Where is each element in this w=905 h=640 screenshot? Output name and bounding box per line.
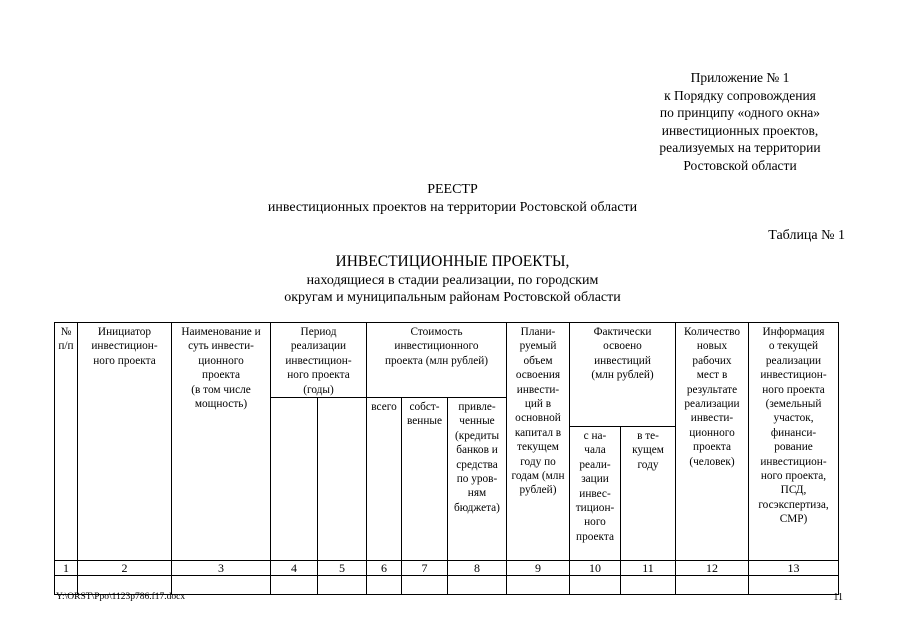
table-cell: [749, 576, 839, 595]
header-planned-volume: Плани- руемый объем освоения инвести- ций в основной капитал в текущем году по годам (млн рублей): [507, 323, 570, 561]
table-cell: [271, 576, 318, 595]
column-number: 1: [55, 561, 78, 576]
column-number: 11: [621, 561, 676, 576]
table-cell: [621, 576, 676, 595]
header-initiator: Инициатор инвестицион- ного проекта: [78, 323, 172, 561]
table-cell: [570, 576, 621, 595]
header-period: Период реализации инвестицион- ного проекта (годы): [271, 323, 367, 398]
header-num: № п/п: [55, 323, 78, 561]
section-subtitle-line: округам и муниципальным районам Ростовской области: [284, 290, 621, 305]
appendix-line: инвестиционных проектов,: [661, 122, 819, 138]
header-cost-total: всего: [367, 398, 402, 561]
page-number: 11: [833, 592, 843, 603]
section-subtitle: [0, 272, 905, 306]
header-actual-current-year: в те- кущем году: [621, 427, 676, 561]
column-number: 13: [749, 561, 839, 576]
registry-title: РЕЕСТР: [427, 182, 478, 197]
header-current-info: Информация о текущей реализации инвестицион- ного проекта (земельный участок, финанси- рование инвестицион- ного проекта, ПСД, госэкспертиза, СМР): [749, 323, 839, 561]
header-actual-invested: Фактически освоено инвестиций (млн рублей): [570, 323, 676, 427]
column-number: 6: [367, 561, 402, 576]
appendix-block: [620, 69, 860, 174]
column-number: 3: [172, 561, 271, 576]
header-cost-borrowed: привле- ченные (кредиты банков и средства по уров- ням бюджета): [448, 398, 507, 561]
column-number: 2: [78, 561, 172, 576]
header-actual-since-start: с на- чала реали- зации инвес- тицион- ного проекта: [570, 427, 621, 561]
appendix-line: Ростовской области: [683, 157, 797, 173]
column-number-row: [55, 561, 839, 576]
registry-subtitle: инвестиционных проектов на территории Ростовской области: [267, 200, 638, 215]
appendix-line: реализуемых на территории: [659, 140, 821, 155]
column-number: 9: [507, 561, 570, 576]
header-project-name: Наименование и суть инвести- ционного проекта (в том числе мощность): [172, 323, 271, 561]
header-cost: Стоимость инвестиционного проекта (млн рублей): [367, 323, 507, 398]
section-subtitle-line: находящиеся в стадии реализации, по городским: [306, 273, 599, 288]
column-number: 8: [448, 561, 507, 576]
appendix-line: по принципу «одного окна»: [659, 105, 821, 120]
header-cost-own: собст- венные: [402, 398, 448, 561]
table-number: Таблица № 1: [768, 228, 845, 243]
header-new-jobs: Количество новых рабочих мест в результате реализации инвести- ционного проекта (человек): [676, 323, 749, 561]
column-number: 10: [570, 561, 621, 576]
table-cell: [367, 576, 402, 595]
section-title: ИНВЕСТИЦИОННЫЕ ПРОЕКТЫ,: [335, 253, 570, 270]
header-period-sub-b: [318, 398, 367, 561]
table-cell: [318, 576, 367, 595]
appendix-line: к Порядку сопровождения: [664, 87, 816, 103]
column-number: 7: [402, 561, 448, 576]
header-period-sub-a: [271, 398, 318, 561]
file-path: Y:\ORST\Ppo\1123p786.f17.docx: [56, 592, 186, 602]
table-cell: [402, 576, 448, 595]
table-cell: [172, 576, 271, 595]
column-number: 4: [271, 561, 318, 576]
table-cell: [507, 576, 570, 595]
column-number: 5: [318, 561, 367, 576]
investment-projects-table: [54, 322, 839, 595]
column-number: 12: [676, 561, 749, 576]
table-cell: [676, 576, 749, 595]
table-cell: [448, 576, 507, 595]
appendix-line: Приложение № 1: [690, 70, 790, 85]
